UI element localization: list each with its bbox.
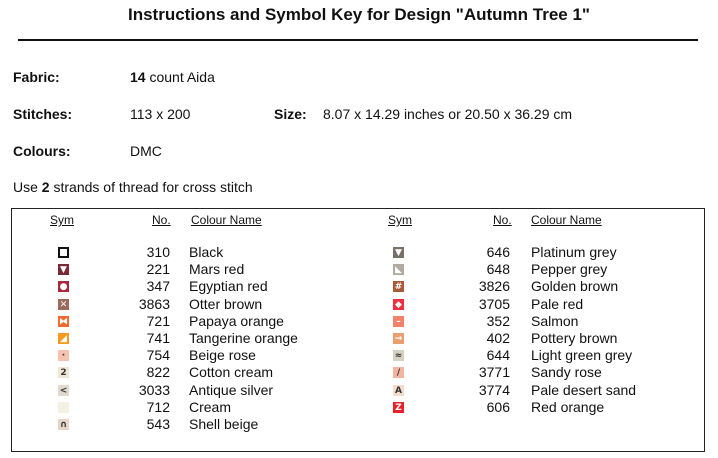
corner-triangle-icon: ◢ (58, 333, 69, 344)
dmc-number: 543 (146, 416, 170, 432)
header-sym-left: Sym (50, 213, 74, 227)
key-row (12, 347, 702, 364)
colour-name: Light green grey (531, 347, 633, 364)
key-row (12, 313, 702, 330)
colour-name: Pale desert sand (531, 381, 637, 398)
colour-name: Sandy rose (531, 364, 602, 381)
dmc-number: 3771 (478, 364, 510, 381)
dmc-number: 3705 (478, 295, 510, 312)
dmc-number: 352 (486, 312, 510, 329)
stitches-label: Stitches: (13, 106, 73, 122)
dmc-number: 3774 (478, 381, 510, 398)
dmc-number: 3826 (478, 278, 510, 295)
less-than-icon: < (59, 385, 68, 396)
dmc-number: 347 (146, 278, 170, 295)
dash-icon: – (393, 316, 404, 327)
strands-count: 2 (41, 179, 50, 195)
colour-name: Golden brown (531, 278, 619, 295)
triangle-down-icon: ▼ (58, 264, 69, 275)
colour-name: Otter brown (189, 295, 263, 312)
size-value: 8.07 x 14.29 inches or 20.50 x 36.29 cm (323, 106, 573, 122)
colour-name: Black (189, 244, 224, 260)
slash-icon: / (393, 367, 404, 378)
dmc-number: 648 (486, 261, 510, 278)
title-underline (18, 39, 698, 41)
key-row (12, 296, 702, 313)
colour-name: Tangerine orange (189, 330, 298, 346)
size-label: Size: (274, 106, 307, 122)
key-row (12, 244, 702, 261)
page-title: Instructions and Symbol Key for Design "Autumn Tree 1" (128, 5, 590, 24)
header-sym-right: Sym (388, 213, 412, 227)
colour-name: Antique silver (189, 381, 274, 398)
strands-pre: Use (13, 179, 38, 195)
colour-name: Egyptian red (189, 278, 268, 295)
dmc-number: 712 (146, 398, 170, 415)
colour-name: Pottery brown (531, 330, 618, 346)
key-row (12, 261, 702, 278)
colour-name: Red orange (531, 398, 605, 415)
dmc-number: 310 (146, 244, 170, 260)
colours-value: DMC (130, 143, 162, 159)
fabric-label: Fabric: (13, 69, 60, 85)
diamond-icon: ◆ (393, 299, 404, 310)
dmc-number: 754 (146, 347, 170, 364)
colour-name: Pale red (531, 295, 584, 312)
colour-name: Pepper grey (531, 261, 608, 278)
key-row (12, 278, 702, 295)
arch-icon: ∩ (59, 420, 68, 430)
key-row (12, 382, 702, 399)
colour-name: Shell beige (189, 416, 259, 432)
key-row (12, 416, 702, 433)
dmc-number: 646 (486, 244, 510, 260)
triangle-down-icon: ▼ (393, 247, 404, 258)
hash-icon: # (394, 282, 403, 293)
key-row (12, 364, 702, 381)
stitches-value: 113 x 200 (130, 106, 191, 122)
strands-post: strands of thread for cross stitch (53, 179, 253, 195)
colour-name: Cotton cream (189, 364, 274, 381)
strands-instruction (13, 179, 253, 195)
circle-icon: ● (59, 282, 68, 293)
fabric-count: 14 (130, 69, 146, 85)
dmc-number: 606 (486, 398, 510, 415)
dmc-number: 221 (146, 261, 170, 278)
header-name-left: Colour Name (191, 213, 262, 227)
fabric-value (130, 69, 215, 85)
colour-name: Mars red (189, 261, 245, 278)
dmc-number: 402 (486, 330, 510, 346)
colours-label: Colours: (13, 143, 71, 159)
dmc-number: 3033 (138, 381, 170, 398)
colour-name: Salmon (531, 312, 579, 329)
dmc-number: 721 (146, 312, 170, 329)
colour-name: Papaya orange (189, 312, 284, 329)
colour-name: Beige rose (189, 347, 256, 364)
letter-a-icon: A (393, 385, 404, 396)
header-name-right: Colour Name (531, 213, 602, 227)
header-no-left: No. (152, 213, 171, 227)
dmc-number: 644 (486, 347, 510, 364)
corner-triangle-icon: ◣ (393, 264, 404, 275)
dmc-number: 741 (146, 330, 170, 346)
bowtie-icon: ⧓ (59, 316, 68, 327)
key-row (12, 399, 702, 416)
colour-name: Platinum grey (531, 244, 617, 260)
arrow-right-icon: → (394, 334, 403, 344)
colour-name: Cream (189, 398, 232, 415)
wave-icon: ≈ (394, 351, 403, 362)
fabric-type: count Aida (149, 69, 215, 85)
dmc-number: 3863 (138, 295, 170, 312)
dmc-number: 822 (146, 364, 170, 381)
cross-icon: ✕ (59, 299, 68, 310)
digit-two-icon: 2 (58, 367, 69, 378)
key-row (12, 330, 702, 347)
symbol-key-table (11, 208, 705, 452)
letter-z-icon: Z (393, 402, 404, 413)
header-no-right: No. (493, 213, 512, 227)
dot-icon: · (58, 350, 69, 361)
